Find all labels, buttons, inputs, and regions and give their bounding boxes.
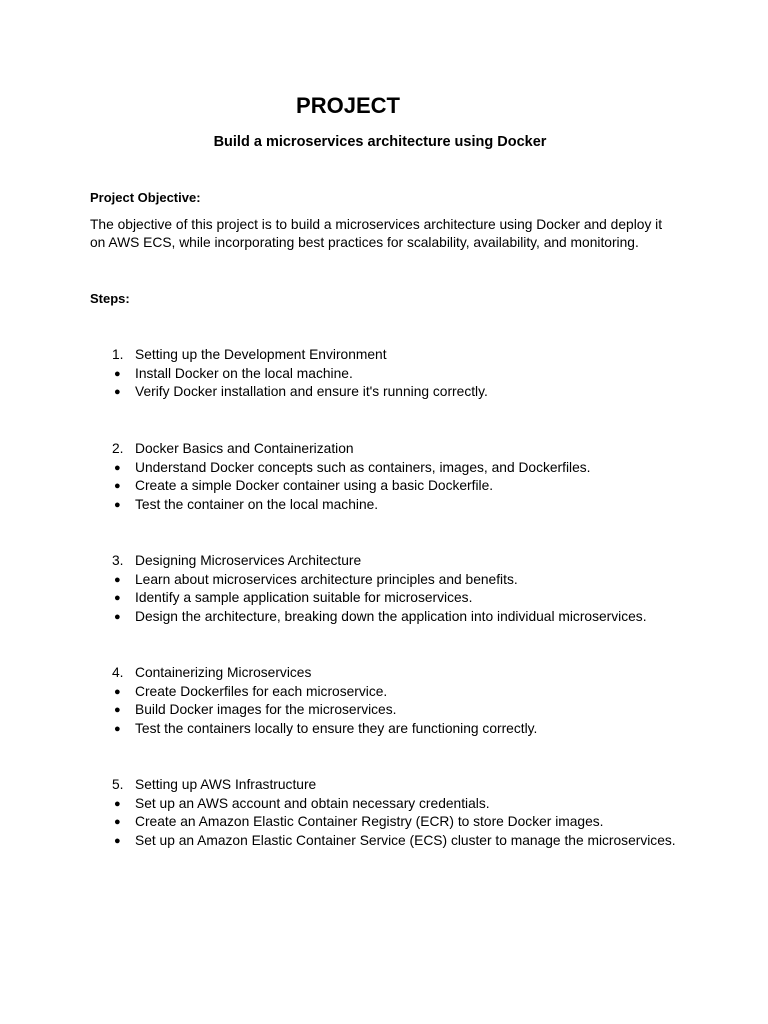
list-item [0, 459, 768, 478]
steps-heading: Steps: [90, 291, 130, 306]
step-title: Docker Basics and Containerization [135, 441, 354, 456]
step-section-5 [0, 776, 768, 851]
list-item-text: Create Dockerfiles for each microservice. [135, 683, 388, 699]
step-number: 2. [112, 441, 124, 456]
objective-line: The objective of this project is to build a microservices architecture using Docker and deploy it [90, 217, 663, 232]
step-title-row [0, 346, 768, 365]
list-item [0, 365, 768, 384]
bullet-icon: ● [114, 499, 121, 512]
list-item [0, 383, 768, 402]
list-item [0, 683, 768, 702]
step-title-row [0, 664, 768, 683]
list-item [0, 813, 768, 832]
page-subtitle: Build a microservices architecture using Docker [213, 134, 547, 150]
page-title: PROJECT [296, 93, 400, 118]
bullet-icon: ● [114, 461, 121, 474]
list-item [0, 795, 768, 814]
step-title: Setting up AWS Infrastructure [135, 777, 317, 792]
list-item-text: Test the container on the local machine. [135, 497, 379, 513]
bullet-icon: ● [114, 480, 121, 493]
step-section-1 [0, 346, 768, 402]
step-title: Setting up the Development Environment [135, 347, 387, 362]
step-number: 3. [112, 553, 124, 568]
step-number: 5. [112, 777, 124, 792]
list-item [0, 608, 768, 627]
list-item-text: Test the containers locally to ensure they are functioning correctly. [135, 721, 538, 737]
step-number: 4. [112, 665, 124, 680]
list-item-text: Install Docker on the local machine. [135, 365, 353, 381]
step-title-row [0, 440, 768, 459]
list-item-text: Create an Amazon Elastic Container Registry (ECR) to store Docker images. [135, 814, 604, 830]
list-item [0, 477, 768, 496]
bullet-icon: ● [114, 367, 121, 380]
step-section-2 [0, 440, 768, 515]
list-item-text: Create a simple Docker container using a basic Dockerfile. [135, 478, 494, 494]
bullet-icon: ● [114, 835, 121, 848]
step-section-3 [0, 552, 768, 627]
objective-line: on AWS ECS, while incorporating best practices for scalability, availability, and monitoring. [90, 235, 639, 250]
bullet-icon: ● [114, 704, 121, 717]
bullet-icon: ● [114, 797, 121, 810]
list-item-text: Set up an Amazon Elastic Container Service (ECS) cluster to manage the microservices. [135, 833, 676, 849]
list-item [0, 720, 768, 739]
bullet-icon: ● [114, 723, 121, 736]
list-item-text: Build Docker images for the microservices. [135, 702, 397, 718]
list-item [0, 571, 768, 590]
step-title-row [0, 552, 768, 571]
list-item [0, 589, 768, 608]
list-item-text: Learn about microservices architecture principles and benefits. [135, 571, 518, 587]
step-title: Containerizing Microservices [135, 665, 312, 680]
list-item-text: Set up an AWS account and obtain necessary credentials. [135, 795, 490, 811]
step-number: 1. [112, 347, 124, 362]
list-item [0, 701, 768, 720]
bullet-icon: ● [114, 386, 121, 399]
bullet-icon: ● [114, 592, 121, 605]
objective-paragraph [90, 216, 690, 252]
step-title-row [0, 776, 768, 795]
list-item-text: Identify a sample application suitable for microservices. [135, 590, 473, 606]
bullet-icon: ● [114, 611, 121, 624]
bullet-icon: ● [114, 573, 121, 586]
bullet-icon: ● [114, 685, 121, 698]
list-item-text: Design the architecture, breaking down the application into individual microservices. [135, 609, 647, 625]
list-item-text: Understand Docker concepts such as containers, images, and Dockerfiles. [135, 459, 591, 475]
list-item-text: Verify Docker installation and ensure it's running correctly. [135, 384, 488, 400]
step-title: Designing Microservices Architecture [135, 553, 362, 568]
step-section-4 [0, 664, 768, 739]
objective-heading: Project Objective: [90, 190, 201, 205]
list-item [0, 832, 768, 851]
list-item [0, 496, 768, 515]
bullet-icon: ● [114, 816, 121, 829]
